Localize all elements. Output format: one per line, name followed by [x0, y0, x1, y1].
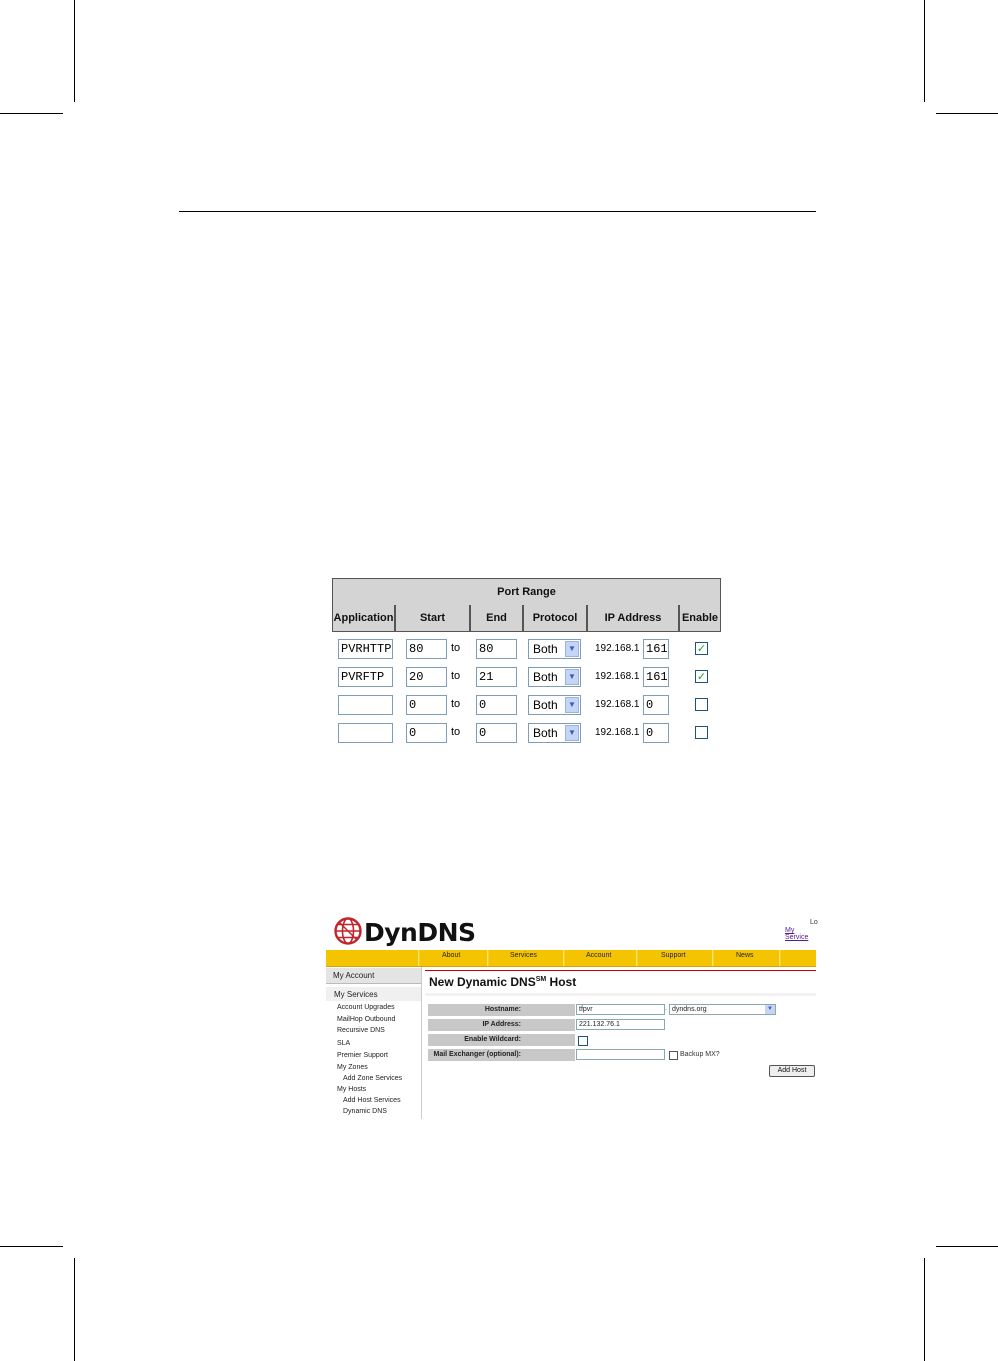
sidebar-header[interactable]: My Account	[333, 971, 375, 980]
end-port-input[interactable]: 21	[476, 667, 517, 687]
sidebar-item-add-zone[interactable]: Add Zone Services	[343, 1075, 403, 1082]
port-range-table	[332, 578, 721, 750]
application-input[interactable]	[338, 723, 393, 743]
backup-mx-label: Backup MX?	[680, 1051, 720, 1058]
crop-mark	[74, 0, 75, 102]
application-input[interactable]: PVRFTP	[338, 667, 393, 687]
ip-prefix: 192.168.1	[595, 671, 640, 682]
to-label: to	[451, 670, 461, 682]
ip-last-octet-input[interactable]: 161	[643, 667, 669, 687]
enable-checkbox[interactable]	[695, 726, 708, 739]
ip-address-label: IP Address:	[428, 1019, 575, 1031]
top-nav	[326, 950, 816, 967]
nav-news[interactable]: News	[736, 952, 754, 959]
port-range-title: Port Range	[332, 578, 721, 606]
add-host-button[interactable]: Add Host	[769, 1065, 815, 1077]
enable-checkbox[interactable]: ✓	[696, 670, 707, 683]
domain-value: dyndns.org	[672, 1006, 707, 1013]
backup-mx-checkbox[interactable]	[669, 1051, 678, 1060]
end-port-input[interactable]: 0	[476, 723, 517, 743]
ip-last-octet-input[interactable]: 161	[643, 639, 669, 659]
col-protocol: Protocol	[523, 605, 587, 632]
chevron-down-icon: ▼	[565, 697, 579, 713]
application-input[interactable]: PVRHTTP	[338, 639, 393, 659]
protocol-select[interactable]	[528, 723, 581, 743]
domain-select[interactable]	[669, 1004, 776, 1015]
nav-account[interactable]: Account	[586, 952, 612, 959]
crop-mark	[0, 1246, 63, 1247]
nav-services[interactable]: Services	[510, 952, 537, 959]
sidebar-item-premier-support[interactable]: Premier Support	[337, 1052, 388, 1059]
to-label: to	[451, 726, 461, 738]
protocol-select[interactable]	[528, 667, 581, 687]
protocol-select[interactable]	[528, 695, 581, 715]
sidebar-section[interactable]: My Services	[334, 990, 378, 999]
protocol-value: Both	[533, 642, 558, 656]
title-rule	[425, 970, 816, 971]
chevron-down-icon: ▼	[565, 641, 579, 657]
nav-support[interactable]: Support	[661, 952, 686, 959]
enable-checkbox[interactable]	[695, 698, 708, 711]
crop-mark	[74, 1258, 75, 1361]
chevron-down-icon: ▼	[765, 1005, 775, 1014]
nav-about[interactable]: About	[442, 952, 461, 959]
enable-checkbox[interactable]: ✓	[696, 642, 707, 655]
sidebar-item-mailhop[interactable]: MailHop Outbound	[337, 1016, 396, 1023]
login-text: Lo	[810, 919, 818, 926]
protocol-value: Both	[533, 670, 558, 684]
header-rule	[179, 211, 816, 212]
col-end: End	[470, 605, 523, 632]
ip-prefix: 192.168.1	[595, 699, 640, 710]
page-title	[429, 975, 576, 989]
page-title-suffix: Host	[546, 975, 577, 989]
hostname-label: Hostname:	[428, 1004, 575, 1016]
protocol-select[interactable]	[528, 639, 581, 659]
wildcard-checkbox[interactable]	[578, 1036, 588, 1046]
end-port-input[interactable]: 80	[476, 639, 517, 659]
chevron-down-icon: ▼	[565, 669, 579, 685]
col-start: Start	[395, 605, 470, 632]
dyndns-screenshot: DynDNS Lo My Service About Services Account Support News My Account My Services Account Upgrades MailHop Outbound Recursive DNS SLA Premier Support My Zones Add Zone Services My Hosts Add Host Services Dynamic DNS New Dynamic DNS℠ Host Hostname: tfpvr . dyndns.org ▼ IP Address: 221.132.76.1 Enable Wildcard: Mail Exchanger (optional): Backup MX? Add Host	[326, 915, 816, 1119]
ip-last-octet-input[interactable]: 0	[643, 695, 669, 715]
crop-mark	[936, 113, 998, 114]
ip-prefix: 192.168.1	[595, 727, 640, 738]
mail-exchanger-input[interactable]	[576, 1049, 665, 1060]
to-label: to	[451, 642, 461, 654]
page-title-sup: SM	[535, 976, 547, 983]
mail-exchanger-label: Mail Exchanger (optional):	[428, 1049, 575, 1061]
crop-mark	[936, 1246, 998, 1247]
start-port-input[interactable]: 80	[406, 639, 447, 659]
sidebar-item-my-zones[interactable]: My Zones	[337, 1064, 368, 1071]
protocol-value: Both	[533, 726, 558, 740]
ip-last-octet-input[interactable]: 0	[643, 723, 669, 743]
page-title-text: New Dynamic DNS	[429, 975, 536, 989]
col-enable: Enable	[679, 605, 721, 632]
start-port-input[interactable]: 0	[406, 695, 447, 715]
start-port-input[interactable]: 0	[406, 723, 447, 743]
start-port-input[interactable]: 20	[406, 667, 447, 687]
sidebar-item-add-host[interactable]: Add Host Services	[343, 1097, 401, 1104]
crop-mark	[924, 1258, 925, 1361]
application-input[interactable]	[338, 695, 393, 715]
sidebar-item-account-upgrades[interactable]: Account Upgrades	[337, 1004, 395, 1011]
crop-mark	[0, 113, 63, 114]
ip-address-input[interactable]: 221.132.76.1	[576, 1019, 665, 1030]
sidebar-item-dynamic-dns[interactable]: Dynamic DNS	[343, 1108, 387, 1115]
logo-text: DynDNS	[364, 918, 476, 947]
sidebar-item-recursive-dns[interactable]: Recursive DNS	[337, 1027, 385, 1034]
col-ip-address: IP Address	[587, 605, 679, 632]
sidebar-item-sla[interactable]: SLA	[337, 1040, 351, 1047]
my-services-link[interactable]: My Service	[785, 927, 809, 941]
sidebar	[326, 967, 422, 1119]
hostname-input[interactable]: tfpvr	[576, 1004, 665, 1015]
sidebar-item-my-hosts[interactable]: My Hosts	[337, 1086, 367, 1093]
end-port-input[interactable]: 0	[476, 695, 517, 715]
chevron-down-icon: ▼	[565, 725, 579, 741]
ip-prefix: 192.168.1	[595, 643, 640, 654]
wildcard-label: Enable Wildcard:	[428, 1034, 575, 1046]
to-label: to	[451, 698, 461, 710]
crop-mark	[924, 0, 925, 102]
globe-logo-icon	[334, 917, 362, 945]
col-application: Application	[332, 605, 395, 632]
protocol-value: Both	[533, 698, 558, 712]
